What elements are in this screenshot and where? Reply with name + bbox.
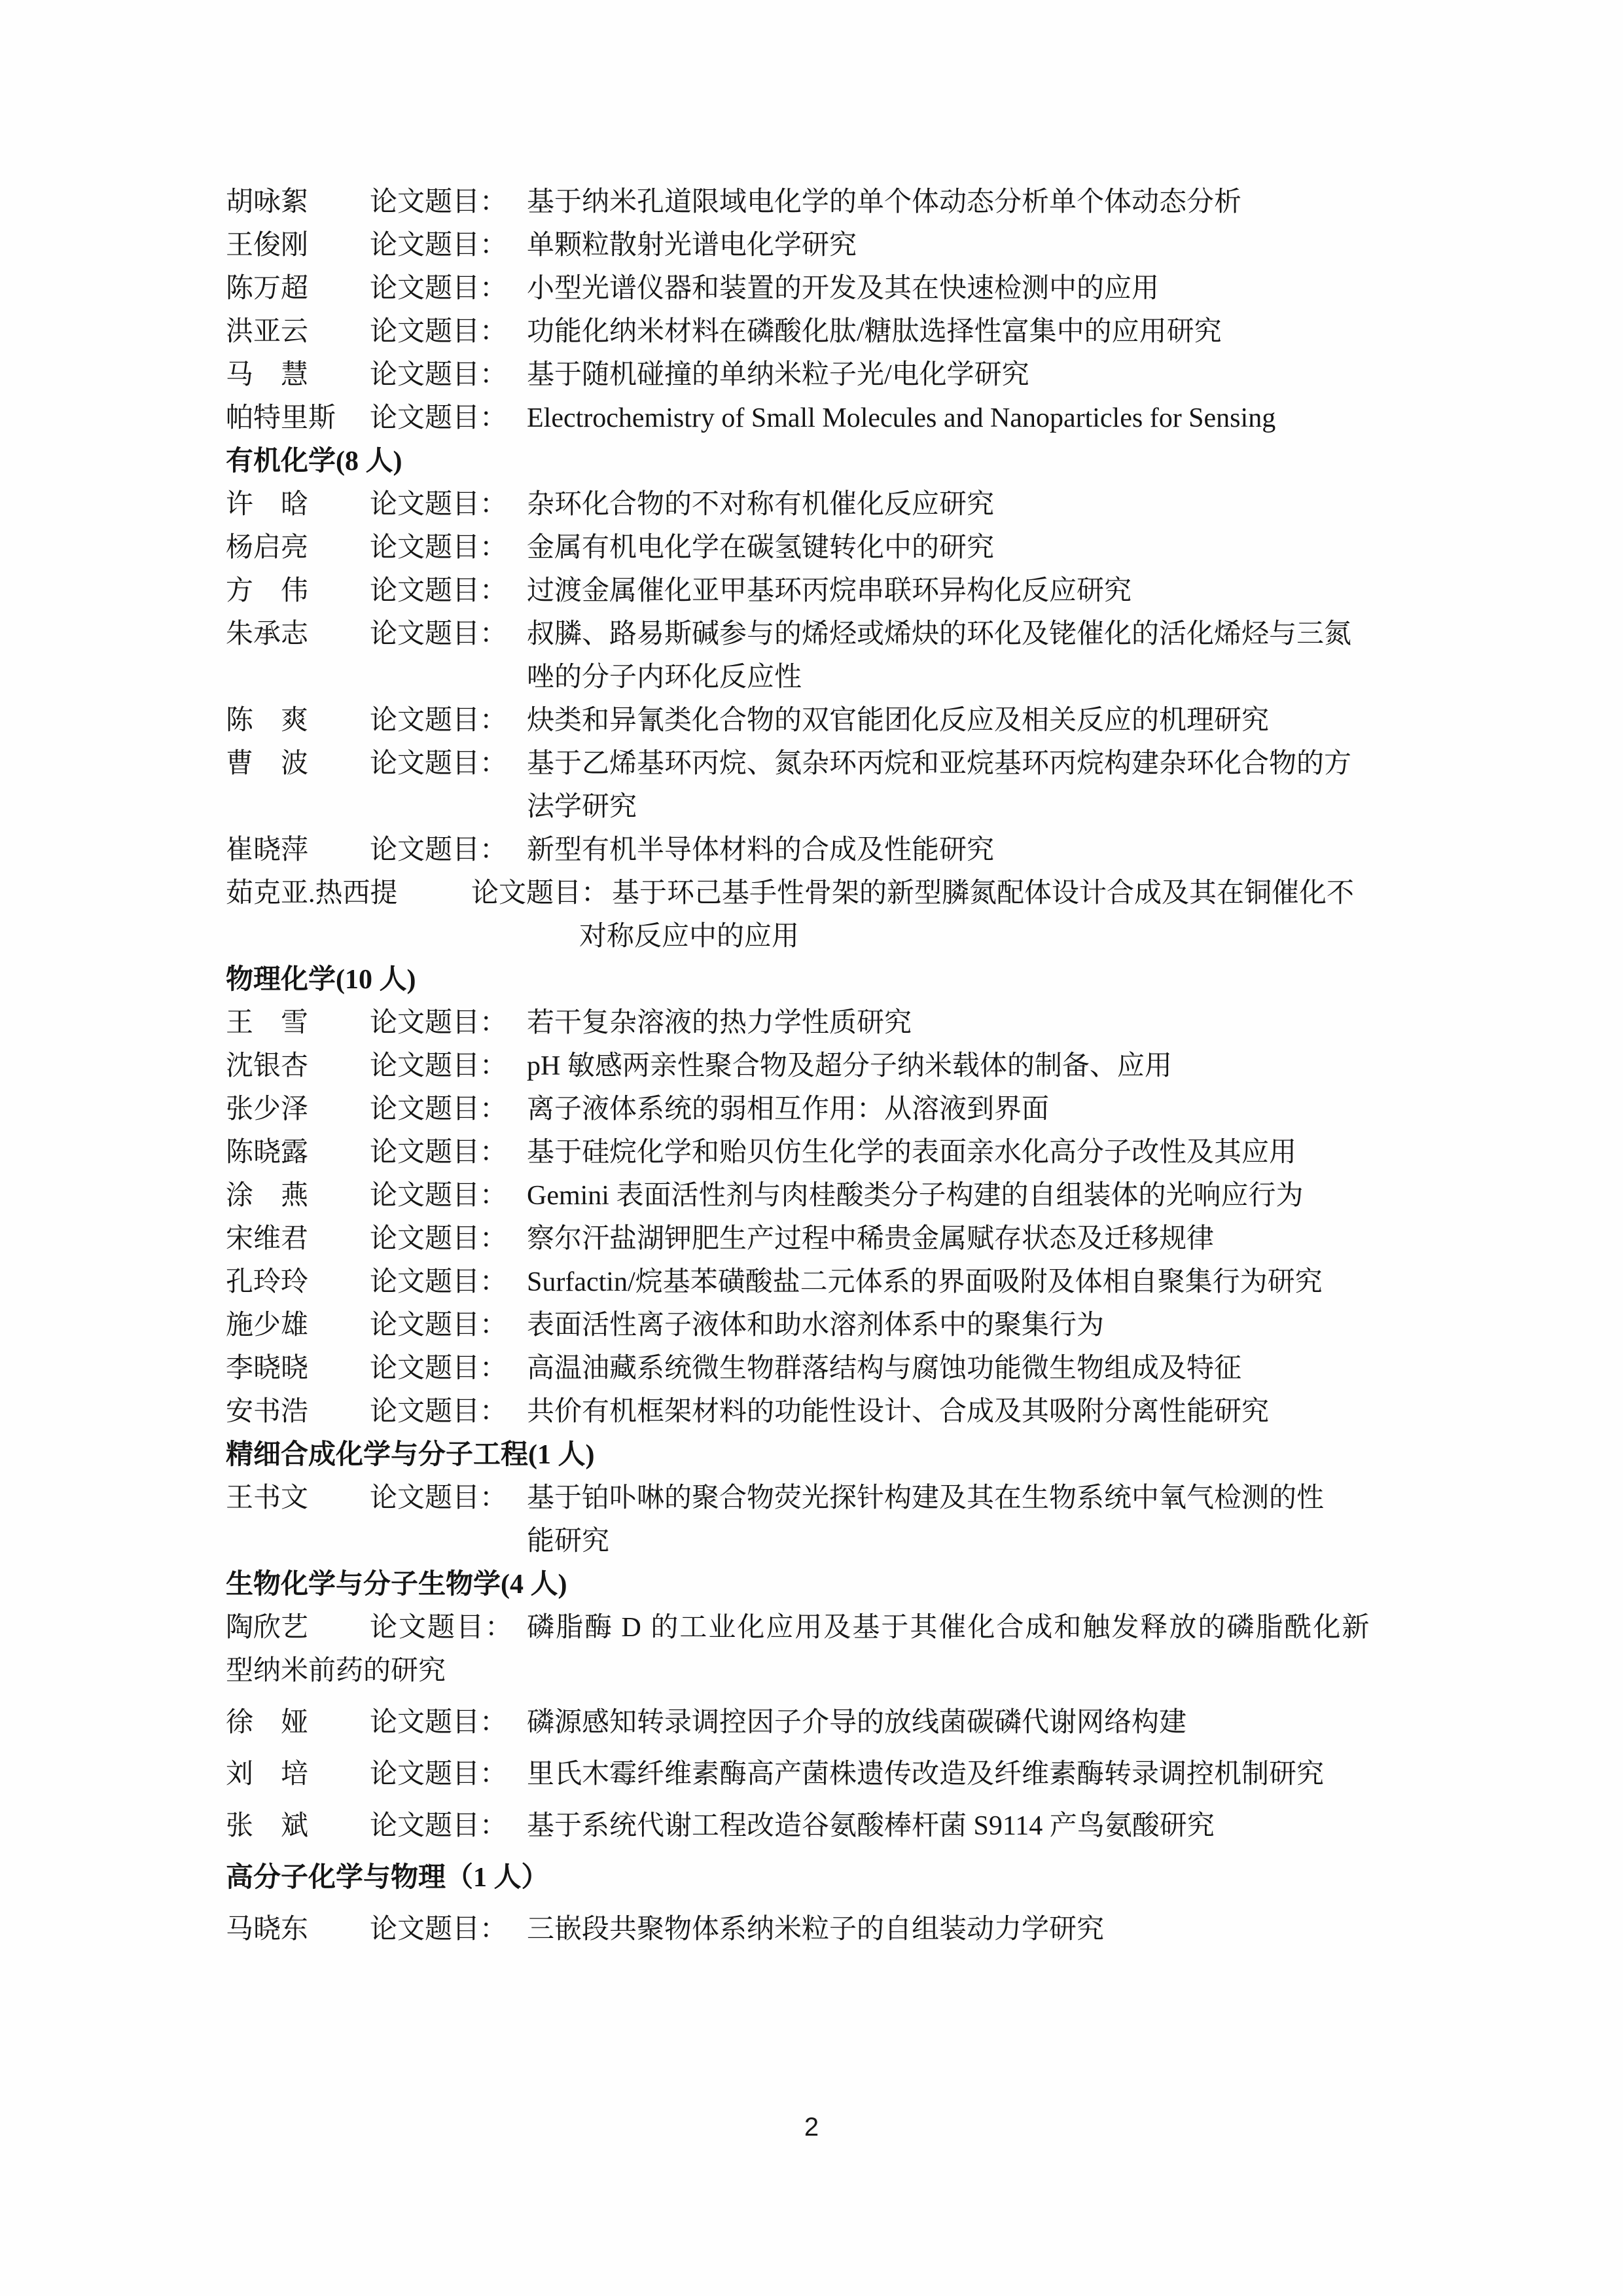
thesis-label: 论文题目： — [370, 1138, 508, 1168]
thesis-title-line — [370, 1304, 1427, 1347]
thesis-label: 论文题目： — [370, 1708, 508, 1738]
student-name: 杨启亮 — [226, 533, 309, 563]
thesis-label: 论文题目： — [370, 1354, 508, 1384]
thesis-entry — [226, 1347, 1427, 1390]
student-name: 王 雪 — [226, 1008, 309, 1038]
student-name: 茹克亚.热西提 — [226, 878, 398, 908]
thesis-title-continuation — [527, 656, 1427, 699]
thesis-entry — [226, 1304, 1427, 1347]
thesis-content — [370, 1131, 1427, 1174]
section-header — [226, 958, 1427, 1001]
section-header — [226, 1433, 1427, 1477]
thesis-title: 基于铂卟啉的聚合物荧光探针构建及其在生物系统中氧气检测的性 — [527, 1483, 1325, 1513]
thesis-title: 小型光谱仪器和装置的开发及其在快速检测中的应用 — [527, 274, 1160, 304]
thesis-title: 基于环己基手性骨架的新型膦氮配体设计合成及其在铜催化不 — [612, 878, 1355, 908]
thesis-content — [370, 613, 1427, 699]
thesis-content — [370, 353, 1427, 397]
thesis-content — [370, 483, 1427, 526]
student-name: 宋维君 — [226, 1224, 309, 1254]
student-name: 涂 燕 — [226, 1181, 309, 1211]
section-header — [226, 440, 1427, 483]
thesis-title: 金属有机电化学在碳氢键转化中的研究 — [527, 533, 995, 563]
thesis-label: 论文题目： — [370, 187, 508, 217]
student-name: 李晓晓 — [226, 1354, 309, 1384]
thesis-title: 高温油藏系统微生物群落结构与腐蚀功能微生物组成及特征 — [527, 1354, 1242, 1384]
thesis-content — [370, 1477, 1427, 1563]
thesis-content — [370, 1347, 1427, 1390]
thesis-title: 唑的分子内环化反应性 — [527, 662, 802, 692]
student-name: 张 斌 — [226, 1811, 309, 1841]
thesis-title-line — [370, 1701, 1427, 1744]
thesis-label: 论文题目： — [370, 1224, 508, 1254]
thesis-title-line — [370, 181, 1427, 224]
thesis-title: 基于系统代谢工程改造谷氨酸棒杆菌 S9114 产鸟氨酸研究 — [527, 1811, 1215, 1841]
thesis-title-line — [370, 1261, 1427, 1304]
thesis-content — [370, 1001, 1427, 1045]
thesis-title: 新型有机半导体材料的合成及性能研究 — [527, 835, 995, 865]
thesis-label: 论文题目： — [370, 1613, 514, 1643]
thesis-entry — [226, 1390, 1427, 1433]
student-name: 朱承志 — [226, 619, 309, 649]
thesis-title-line — [370, 569, 1427, 613]
thesis-entry — [226, 1131, 1427, 1174]
thesis-title: 基于随机碰撞的单纳米粒子光/电化学研究 — [527, 360, 1029, 390]
thesis-title: 表面活性离子液体和助水溶剂体系中的聚集行为 — [527, 1310, 1105, 1340]
thesis-label: 论文题目： — [370, 317, 508, 347]
thesis-title-line — [370, 1477, 1427, 1520]
student-name: 陈 爽 — [226, 706, 309, 736]
thesis-entry — [226, 872, 1427, 958]
section-header-text: 物理化学(10 人) — [226, 965, 416, 995]
thesis-title: 基于纳米孔道限域电化学的单个体动态分析单个体动态分析 — [527, 187, 1242, 217]
thesis-content — [370, 397, 1427, 440]
thesis-label: 论文题目： — [370, 533, 508, 563]
student-name: 胡咏絮 — [226, 187, 309, 217]
student-name: 方 伟 — [226, 576, 309, 606]
student-name: 王书文 — [226, 1483, 309, 1513]
student-name: 陈万超 — [226, 274, 309, 304]
thesis-title-line — [370, 1088, 1427, 1131]
thesis-content — [370, 526, 1427, 569]
thesis-title-line — [370, 1613, 1370, 1643]
thesis-title-line — [370, 699, 1427, 742]
section-header-text: 有机化学(8 人) — [226, 446, 402, 476]
thesis-title: 叔膦、路易斯碱参与的烯烃或烯炔的环化及铑催化的活化烯烃与三氮 — [527, 619, 1352, 649]
thesis-content — [471, 872, 1427, 958]
thesis-label: 论文题目： — [370, 1267, 508, 1297]
thesis-title: pH 敏感两亲性聚合物及超分子纳米载体的制备、应用 — [527, 1051, 1172, 1081]
thesis-label: 论文题目： — [370, 1914, 508, 1945]
thesis-content — [370, 1804, 1427, 1848]
section-header-text: 精细合成化学与分子工程(1 人) — [226, 1440, 595, 1470]
thesis-entry — [226, 1908, 1427, 1951]
thesis-title: 杂环化合物的不对称有机催化反应研究 — [527, 490, 995, 520]
student-name: 洪亚云 — [226, 317, 309, 347]
thesis-entry — [226, 613, 1427, 699]
thesis-content — [370, 1217, 1427, 1261]
student-name: 崔晓萍 — [226, 835, 309, 865]
thesis-title: 功能化纳米材料在磷酸化肽/糖肽选择性富集中的应用研究 — [527, 317, 1222, 347]
thesis-label: 论文题目： — [370, 360, 508, 390]
thesis-title: 过渡金属催化亚甲基环丙烷串联环异构化反应研究 — [527, 576, 1132, 606]
thesis-title: 型纳米前药的研究 — [226, 1656, 446, 1686]
thesis-entry — [226, 267, 1427, 310]
thesis-title-continuation — [527, 785, 1427, 829]
thesis-title-line — [370, 1131, 1427, 1174]
thesis-title-line — [370, 1217, 1427, 1261]
thesis-entry — [226, 1477, 1427, 1563]
student-name: 施少雄 — [226, 1310, 309, 1340]
thesis-content — [370, 1701, 1427, 1744]
thesis-label: 论文题目： — [370, 230, 508, 260]
thesis-title: 单颗粒散射光谱电化学研究 — [527, 230, 857, 260]
thesis-label: 论文题目： — [370, 619, 508, 649]
thesis-title: 磷源感知转录调控因子介导的放线菌碳磷代谢网络构建 — [527, 1708, 1187, 1738]
section-header-text: 生物化学与分子生物学(4 人) — [226, 1570, 567, 1600]
student-name: 王俊刚 — [226, 230, 309, 260]
thesis-title-continuation — [226, 1649, 1427, 1693]
thesis-title: 三嵌段共聚物体系纳米粒子的自组装动力学研究 — [527, 1914, 1105, 1945]
student-name: 许 晗 — [226, 490, 309, 520]
student-name: 徐 娅 — [226, 1708, 309, 1738]
student-name: 马 慧 — [226, 360, 309, 390]
thesis-title: 基于乙烯基环丙烷、氮杂环丙烷和亚烷基环丙烷构建杂环化合物的方 — [527, 749, 1352, 779]
thesis-title-line — [370, 829, 1427, 872]
thesis-label: 论文题目： — [370, 403, 508, 433]
thesis-entry — [226, 699, 1427, 742]
thesis-entry — [226, 1753, 1427, 1796]
thesis-entry — [226, 1001, 1427, 1045]
thesis-content — [370, 1174, 1427, 1217]
thesis-label: 论文题目： — [471, 878, 609, 908]
thesis-title-line — [370, 1804, 1427, 1848]
student-name: 孔玲玲 — [226, 1267, 309, 1297]
thesis-content — [370, 1045, 1427, 1088]
thesis-entry — [226, 829, 1427, 872]
thesis-label: 论文题目： — [370, 1811, 508, 1841]
section-header — [226, 1856, 1427, 1899]
thesis-label: 论文题目： — [370, 490, 508, 520]
thesis-title: 共价有机框架材料的功能性设计、合成及其吸附分离性能研究 — [527, 1397, 1270, 1427]
thesis-title: 离子液体系统的弱相互作用：从溶液到界面 — [527, 1094, 1050, 1124]
thesis-content — [370, 829, 1427, 872]
thesis-content — [370, 1753, 1427, 1796]
thesis-title: 基于硅烷化学和贻贝仿生化学的表面亲水化高分子改性及其应用 — [527, 1138, 1297, 1168]
thesis-entry — [226, 483, 1427, 526]
thesis-entry — [226, 310, 1427, 353]
thesis-title-line — [370, 224, 1427, 267]
thesis-title-line — [370, 1001, 1427, 1045]
student-name: 沈银杏 — [226, 1051, 309, 1081]
thesis-title-line — [370, 1347, 1427, 1390]
thesis-label: 论文题目： — [370, 1094, 508, 1124]
student-name: 帕特里斯 — [226, 403, 336, 433]
thesis-title: 里氏木霉纤维素酶高产菌株遗传改造及纤维素酶转录调控机制研究 — [527, 1759, 1325, 1789]
student-name: 安书浩 — [226, 1397, 309, 1427]
thesis-entry — [226, 224, 1427, 267]
thesis-title: 法学研究 — [527, 792, 637, 822]
thesis-title-line — [370, 1753, 1427, 1796]
student-name: 陈晓露 — [226, 1138, 309, 1168]
thesis-title: 察尔汗盐湖钾肥生产过程中稀贵金属赋存状态及迁移规律 — [527, 1224, 1215, 1254]
thesis-title: 能研究 — [527, 1526, 610, 1556]
student-name: 张少泽 — [226, 1094, 309, 1124]
thesis-content — [370, 1261, 1427, 1304]
thesis-title: Gemini 表面活性剂与肉桂酸类分子构建的自组装体的光响应行为 — [527, 1181, 1304, 1211]
thesis-entry — [226, 1045, 1427, 1088]
thesis-label: 论文题目： — [370, 1483, 508, 1513]
thesis-content — [370, 699, 1427, 742]
thesis-content — [370, 742, 1427, 829]
section-header — [226, 1563, 1427, 1606]
thesis-entry — [226, 1261, 1427, 1304]
thesis-title-line — [370, 353, 1427, 397]
thesis-entry — [226, 1804, 1427, 1848]
thesis-label: 论文题目： — [370, 576, 508, 606]
thesis-entry — [226, 1217, 1427, 1261]
thesis-title-line — [370, 1045, 1427, 1088]
thesis-title-line — [370, 397, 1427, 440]
thesis-label: 论文题目： — [370, 1397, 508, 1427]
thesis-title-continuation — [579, 915, 1427, 958]
thesis-title-continuation — [527, 1520, 1427, 1563]
thesis-entry — [226, 1606, 1427, 1693]
student-name: 陶欣艺 — [226, 1613, 309, 1643]
thesis-content — [370, 569, 1427, 613]
thesis-content — [370, 267, 1427, 310]
thesis-title-line — [370, 613, 1427, 656]
thesis-entry — [226, 569, 1427, 613]
thesis-entry — [226, 181, 1427, 224]
thesis-label: 论文题目： — [370, 835, 508, 865]
thesis-content — [370, 181, 1427, 224]
thesis-entry — [226, 353, 1427, 397]
section-header-text: 高分子化学与物理（1 人） — [226, 1863, 549, 1893]
thesis-title: 对称反应中的应用 — [579, 922, 800, 952]
thesis-content — [370, 224, 1427, 267]
student-name: 刘 培 — [226, 1759, 309, 1789]
thesis-title-line — [370, 483, 1427, 526]
student-name: 曹 波 — [226, 749, 309, 779]
thesis-label: 论文题目： — [370, 1759, 508, 1789]
thesis-label: 论文题目： — [370, 706, 508, 736]
student-name: 马晓东 — [226, 1914, 309, 1945]
thesis-label: 论文题目： — [370, 1310, 508, 1340]
thesis-entry — [226, 397, 1427, 440]
page-footer — [0, 2113, 1623, 2142]
thesis-title-line — [370, 742, 1427, 785]
thesis-title: 磷脂酶 D 的工业化应用及基于其催化合成和触发释放的磷脂酰化新 — [527, 1613, 1371, 1643]
thesis-content — [370, 310, 1427, 353]
thesis-title: 炔类和异氰类化合物的双官能团化反应及相关反应的机理研究 — [527, 706, 1270, 736]
thesis-title: 若干复杂溶液的热力学性质研究 — [527, 1008, 912, 1038]
thesis-title-line — [370, 310, 1427, 353]
thesis-label: 论文题目： — [370, 274, 508, 304]
thesis-entry — [226, 526, 1427, 569]
thesis-title-line — [370, 1390, 1427, 1433]
thesis-title-line — [370, 267, 1427, 310]
thesis-label: 论文题目： — [370, 1181, 508, 1211]
thesis-title-line — [471, 872, 1427, 915]
thesis-title-line — [370, 1174, 1427, 1217]
thesis-entry — [226, 1088, 1427, 1131]
thesis-entry — [226, 1174, 1427, 1217]
page-number: 2 — [804, 2113, 819, 2142]
thesis-label: 论文题目： — [370, 749, 508, 779]
thesis-entry — [226, 1701, 1427, 1744]
thesis-label: 论文题目： — [370, 1051, 508, 1081]
thesis-title-line — [370, 1908, 1427, 1951]
thesis-content — [370, 1088, 1427, 1131]
thesis-label: 论文题目： — [370, 1008, 508, 1038]
thesis-title: Electrochemistry of Small Molecules and Nanoparticles for Sensing — [527, 403, 1276, 433]
thesis-content — [370, 1390, 1427, 1433]
thesis-content — [226, 1613, 1427, 1693]
thesis-content — [370, 1908, 1427, 1951]
thesis-title: Surfactin/烷基苯磺酸盐二元体系的界面吸附及体相自聚集行为研究 — [527, 1267, 1323, 1297]
thesis-title-line — [370, 526, 1427, 569]
thesis-entry — [226, 742, 1427, 829]
thesis-content — [370, 1304, 1427, 1347]
